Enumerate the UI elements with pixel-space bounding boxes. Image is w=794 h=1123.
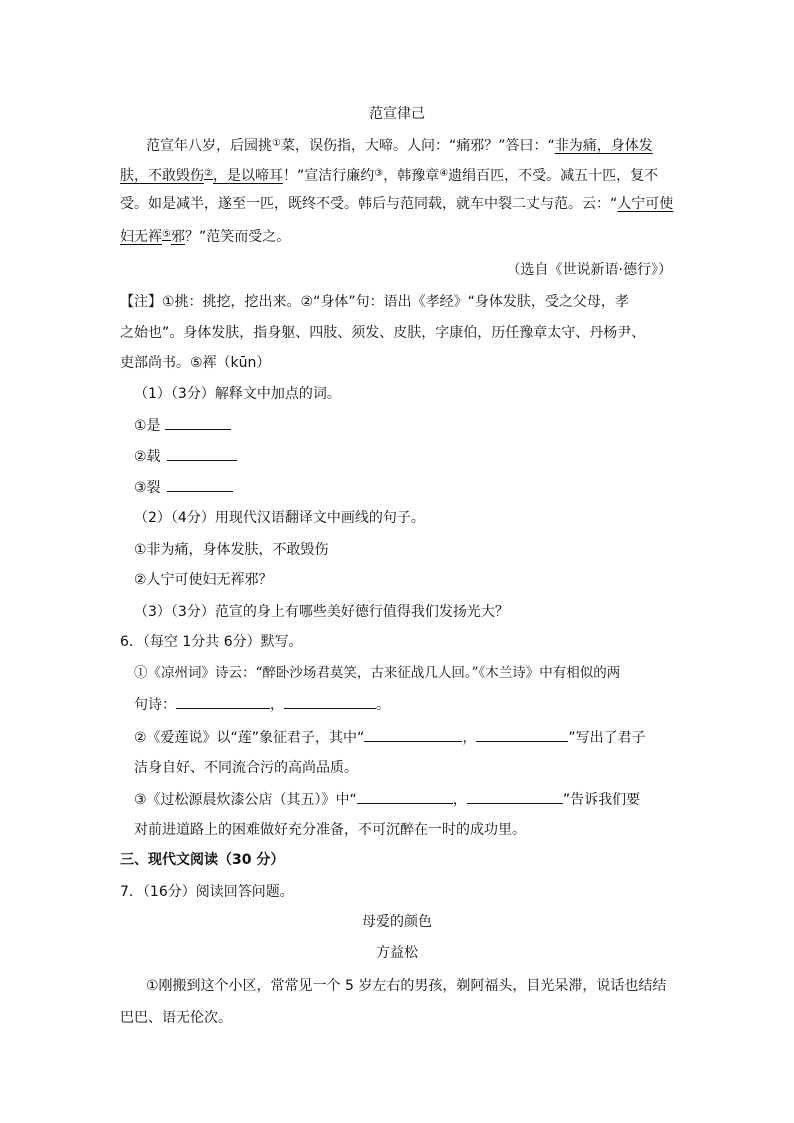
- question-6-item-b-line-2: 洁身自好、不同流合污的高尚品质。: [134, 760, 358, 776]
- text-span: ②《爱莲说》以“莲”象征君子，其中“: [134, 730, 365, 746]
- text-span: ？”范笑而受之。: [184, 229, 291, 245]
- answer-blank[interactable]: [167, 446, 237, 461]
- notes-line-3: 吏部尚书。⑤裈（kūn）: [120, 355, 271, 371]
- text-span: 遗绢百匹，不受。减五十匹，复不: [448, 168, 659, 184]
- note-mark-1: ①: [272, 138, 281, 149]
- question-2-item-a: ①非为痛，身体发肤，不敢毁伤: [134, 542, 329, 558]
- text-span: ，韩豫章: [383, 168, 440, 184]
- note-mark-2: ②: [204, 168, 213, 179]
- passage-title: 范宣律己: [369, 106, 425, 122]
- answer-blank[interactable]: [167, 477, 233, 492]
- answer-blank[interactable]: [176, 694, 270, 709]
- answer-blank[interactable]: [165, 415, 231, 430]
- answer-blank[interactable]: [364, 727, 462, 742]
- text-span: ”告诉我们要: [562, 792, 641, 808]
- question-1-item-c: [134, 477, 794, 498]
- text-span: 。: [376, 697, 390, 713]
- question-6-item-b-line-1: [134, 727, 794, 748]
- text-span: ③《过松源晨炊漆公店（其五）》中“: [134, 792, 357, 808]
- article-author: 方益松: [376, 945, 418, 961]
- notes-line-2: 之始也”。身体发肤，指身躯、四肢、须发、皮肤，字康伯，历任豫章太守、丹杨尹、: [120, 325, 646, 341]
- text-span: ”写出了君子: [568, 730, 646, 746]
- section-3-heading: 三、现代文阅读（30 分）: [120, 852, 285, 868]
- underlined-sentence-2: 人宁可使: [617, 196, 674, 212]
- question-2-stem: （2）（4分）用现代汉语翻译文中画线的句子。: [134, 510, 425, 526]
- question-6-item-a-line-2: [134, 694, 794, 715]
- text-span: 范宣年八岁，后园挑: [146, 138, 272, 154]
- text-span: 受。如是减半，遂至一匹，既终不受。韩后与范同载，就车中裂二丈与范。云：“: [120, 196, 618, 212]
- question-6-stem: 6．（每空 1分共 6分）默写。: [120, 634, 303, 650]
- underlined-sentence-1: 非为痛，身体发: [554, 138, 653, 154]
- question-6-item-a-line-1: ①《凉州词》诗云：“醉卧沙场君莫笑，古来征战几人回。”《木兰诗》中有相似的两: [134, 665, 621, 681]
- answer-blank[interactable]: [467, 789, 563, 804]
- answer-blank[interactable]: [284, 694, 376, 709]
- passage-line-3: [120, 194, 794, 214]
- article-paragraph-1-line-1: ①刚搬到这个小区，常常见一个 5 岁左右的男孩，剃阿福头，目光呆滞，说话也结结: [146, 978, 667, 994]
- question-2-item-b: ②人宁可使妇无裈邪？: [134, 572, 273, 588]
- answer-blank[interactable]: [357, 789, 453, 804]
- item-label: ②载: [134, 449, 161, 465]
- passage-line-4: [120, 225, 794, 247]
- passage-line-1: [146, 134, 794, 156]
- text-span: 菜，误伤指，大啼。人问：“痛邪？”答曰：“: [280, 138, 555, 154]
- note-mark-4: ④: [439, 168, 449, 179]
- underlined-sentence-1-end: ，是以啼耳: [212, 168, 283, 184]
- underlined-sentence-1-cont: 肤，不敢毁伤: [120, 168, 204, 184]
- answer-blank[interactable]: [476, 727, 568, 742]
- text-span: 句诗：: [134, 697, 176, 713]
- article-title: 母爱的颜色: [362, 914, 432, 930]
- passage-source: （选自《世说新语·德行》）: [506, 262, 672, 278]
- notes-line-1: 【注】①挑：挑挖，挖出来。②“身体”句：语出《孝经》“身体发肤，受之父母，孝: [120, 294, 629, 310]
- text-span: ，: [462, 730, 477, 746]
- underlined-sentence-2-end: 邪: [170, 229, 185, 245]
- question-1-stem: （1）（3分）解释文中加点的词。: [134, 386, 341, 402]
- article-paragraph-1-line-2: 巴巴、语无伦次。: [120, 1010, 232, 1026]
- item-label: ③裂: [134, 480, 161, 496]
- question-6-item-c-line-2: 对前进道路上的困难做好充分准备，不可沉醉在一时的成功里。: [134, 822, 526, 838]
- note-mark-3: ③: [374, 168, 384, 179]
- question-6-item-c-line-1: [134, 789, 794, 810]
- note-mark-5: ⑤: [162, 229, 171, 240]
- question-3-stem: （3）（3分）范宣的身上有哪些美好德行值得我们发扬光大？: [134, 604, 509, 620]
- question-1-item-b: [134, 446, 794, 467]
- text-span: ！”宣洁行廉约: [282, 168, 375, 184]
- question-7-stem: 7．（16分）阅读回答问题。: [120, 884, 294, 900]
- passage-line-2: [120, 164, 794, 186]
- question-1-item-a: [134, 415, 794, 436]
- text-span: ，: [452, 792, 467, 808]
- text-span: ，: [270, 697, 284, 713]
- underlined-sentence-2-cont: 妇无裈: [120, 229, 162, 245]
- item-label: ①是: [134, 418, 161, 434]
